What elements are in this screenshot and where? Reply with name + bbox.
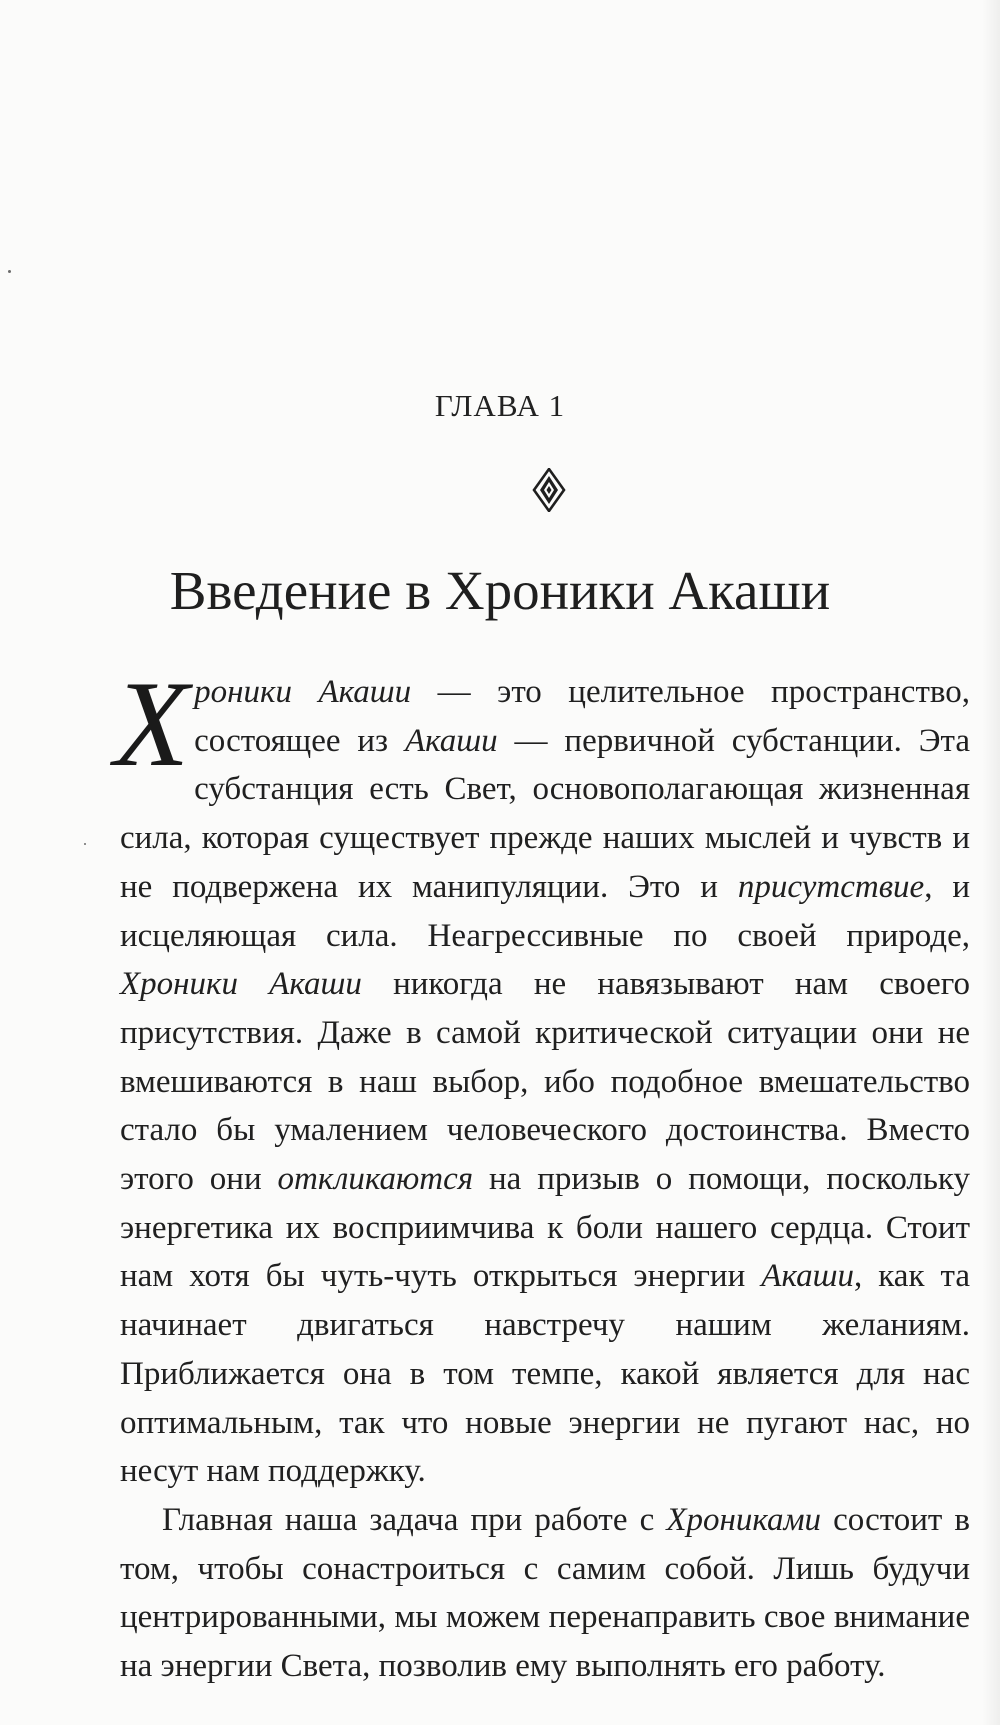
page-edge-shadow (982, 0, 1000, 1725)
paragraph (114, 655, 970, 1496)
text-run: — это целительное пространство, состоящее из (194, 674, 970, 759)
italic-text: Хроники Акаши (120, 966, 362, 1003)
italic-text: присутствие (737, 868, 925, 905)
italic-text: откликаются (277, 1161, 474, 1198)
text-run: , как та начинает двигаться навстречу нашим желаниям. Приближается она в том темпе, какой является для нас оптимальным, так что новые энергии не пугают нас, но несут нам поддержку. (120, 1258, 970, 1490)
italic-text: роники Акаши (194, 674, 412, 710)
body-text (114, 655, 970, 1691)
text-run: никогда не навязывают нам своего присутствия. Даже в самой критической ситуации они не вмешиваются в наш выбор, ибо подобное вмешательство стало бы умалением человеческого достоинства. Вместо этого они (120, 966, 970, 1198)
text-run: состоит в том, чтобы сонастроиться с самим собой. Лишь будучи центрированными, мы можем перенаправить свое внимание на энергии Света, позволив ему выполнять его работу. (120, 1501, 970, 1685)
drop-cap: Х (114, 655, 190, 792)
scan-speck (84, 843, 86, 845)
text-run: Главная наша задача при работе с (162, 1501, 667, 1538)
paragraph (120, 1496, 970, 1691)
italic-text: Акаши (404, 722, 498, 759)
chapter-title: Введение в Хроники Акаши (169, 560, 831, 621)
italic-text: Акаши (761, 1258, 854, 1295)
text-run: — первичной субстанции. Эта субстанция есть Свет, основополагающая жизненная сила, которая существует прежде наших мыслей и чувств и не подвержена их манипуляции. Это и (120, 722, 970, 905)
chapter-label: ГЛАВА 1 (434, 388, 566, 423)
text-run: на призыв о помощи, поскольку энергетика их восприимчива к боли нашего сердца. Стоит нам хотя бы чуть-чуть открыться энергии (120, 1161, 970, 1295)
scan-speck (8, 270, 11, 273)
text-run: , и исцеляющая сила. Неагрессивные по своей природе, (120, 868, 970, 954)
diamond-ornament-icon (531, 468, 567, 512)
italic-text: Хрониками (666, 1501, 822, 1538)
